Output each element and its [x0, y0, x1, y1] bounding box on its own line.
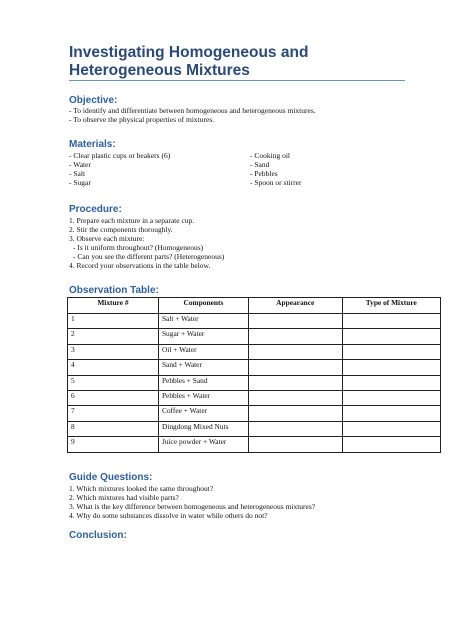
appearance-cell[interactable]	[248, 344, 342, 359]
guide-question: 4. Why do some substances dissolve in water while others do not?	[69, 510, 268, 520]
table-row	[68, 360, 441, 375]
components-cell: Pebbles + Water	[158, 390, 248, 405]
appearance-cell[interactable]	[248, 329, 342, 344]
table-row	[68, 344, 441, 359]
type-cell[interactable]	[342, 360, 440, 375]
guide-questions-heading: Guide Questions:	[69, 472, 153, 483]
type-cell[interactable]	[342, 329, 440, 344]
mixture-number-cell: 8	[68, 421, 159, 436]
objective-heading: Objective:	[69, 95, 118, 106]
type-cell[interactable]	[342, 437, 440, 452]
appearance-cell[interactable]	[248, 437, 342, 452]
objective-list	[69, 107, 316, 125]
observation-table	[67, 297, 441, 453]
material-item: - Spoon or stirrer	[250, 177, 302, 187]
title-divider	[69, 80, 405, 81]
mixture-number-cell: 7	[68, 406, 159, 421]
material-item: - Pebbles	[250, 168, 278, 178]
appearance-cell[interactable]	[248, 421, 342, 436]
material-item: - Cooking oil	[250, 151, 291, 160]
components-cell: Oil + Water	[158, 344, 248, 359]
objective-line: - To identify and differentiate between homogeneous and heterogeneous mixtures.	[69, 106, 316, 115]
materials-heading: Materials:	[69, 139, 116, 150]
type-cell[interactable]	[342, 406, 440, 421]
mixture-number-cell: 2	[68, 329, 159, 344]
table-row	[68, 390, 441, 405]
materials-list-right	[250, 152, 301, 188]
components-cell: Coffee + Water	[158, 406, 248, 421]
guide-questions-list	[69, 485, 315, 521]
conclusion-heading: Conclusion:	[69, 530, 127, 541]
appearance-cell[interactable]	[248, 406, 342, 421]
table-row	[68, 421, 441, 436]
header-appearance: Appearance	[248, 298, 342, 314]
observation-heading: Observation Table:	[69, 285, 159, 296]
procedure-step: 1. Prepare each mixture in a separate cup.	[69, 216, 195, 225]
procedure-step: 2. Stir the components thoroughly.	[69, 224, 173, 234]
components-cell: Pebbles + Sand	[158, 375, 248, 390]
type-cell[interactable]	[342, 344, 440, 359]
mixture-number-cell: 9	[68, 437, 159, 452]
components-cell: Juice powder + Water	[158, 437, 248, 452]
components-cell: Salt + Water	[158, 314, 248, 329]
type-cell[interactable]	[342, 421, 440, 436]
type-cell[interactable]	[342, 390, 440, 405]
guide-question: 1. Which mixtures looked the same throughout?	[69, 484, 214, 493]
components-cell: Sugar + Water	[158, 329, 248, 344]
appearance-cell[interactable]	[248, 375, 342, 390]
mixture-number-cell: 4	[68, 360, 159, 375]
header-mixture-number: Mixture #	[68, 298, 159, 314]
mixture-number-cell: 6	[68, 390, 159, 405]
procedure-list	[69, 217, 224, 270]
table-row	[68, 437, 441, 452]
appearance-cell[interactable]	[248, 390, 342, 405]
material-item: - Sand	[250, 159, 270, 169]
material-item: - Clear plastic cups or beakers (6)	[69, 151, 171, 160]
procedure-step: 4. Record your observations in the table below.	[69, 260, 211, 270]
procedure-step: 3. Observe each mixture:	[69, 233, 145, 243]
table-header-row	[68, 298, 441, 314]
objective-line: - To observe the physical properties of mixtures.	[69, 114, 215, 124]
materials-list-left	[69, 152, 170, 188]
components-cell: Sand + Water	[158, 360, 248, 375]
header-type-of-mixture: Type of Mixture	[342, 298, 440, 314]
appearance-cell[interactable]	[248, 314, 342, 329]
mixture-number-cell: 5	[68, 375, 159, 390]
appearance-cell[interactable]	[248, 360, 342, 375]
page-title: Investigating Homogeneous and Heterogeneous Mixtures	[69, 44, 309, 79]
table-row	[68, 375, 441, 390]
procedure-heading: Procedure:	[69, 204, 122, 215]
material-item: - Sugar	[69, 177, 91, 187]
guide-question: 2. Which mixtures had visible parts?	[69, 492, 179, 502]
procedure-substep: - Can you see the different parts? (Heterogeneous)	[73, 251, 225, 261]
table-row	[68, 329, 441, 344]
mixture-number-cell: 3	[68, 344, 159, 359]
procedure-substep: - Is it uniform throughout? (Homogeneous)	[73, 242, 204, 252]
material-item: - Water	[69, 159, 91, 169]
header-components: Components	[158, 298, 248, 314]
components-cell: Dingdong Mixed Nuts	[158, 421, 248, 436]
material-item: - Salt	[69, 168, 86, 178]
type-cell[interactable]	[342, 314, 440, 329]
guide-question: 3. What is the key difference between homogeneous and heterogeneous mixtures?	[69, 501, 316, 511]
type-cell[interactable]	[342, 375, 440, 390]
table-row	[68, 314, 441, 329]
table-row	[68, 406, 441, 421]
mixture-number-cell: 1	[68, 314, 159, 329]
